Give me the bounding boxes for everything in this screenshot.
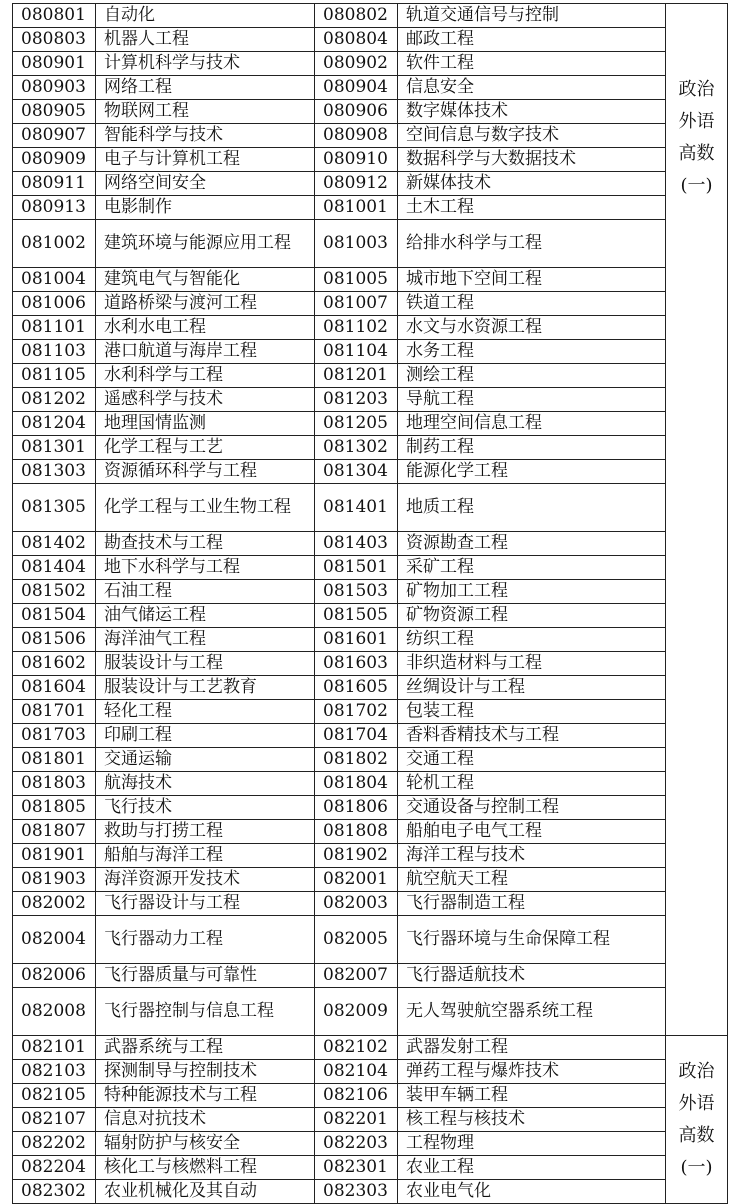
major-code: 080909 xyxy=(13,148,96,172)
major-name: 纺织工程 xyxy=(398,628,666,652)
major-name: 航海技术 xyxy=(96,772,315,796)
major-name: 飞行器设计与工程 xyxy=(96,892,315,916)
major-code: 081402 xyxy=(13,532,96,556)
major-name: 无人驾驶航空器系统工程 xyxy=(398,988,666,1036)
major-code: 081001 xyxy=(315,196,398,220)
major-code: 081004 xyxy=(13,268,96,292)
table-row xyxy=(13,1060,728,1084)
major-name: 飞行技术 xyxy=(96,796,315,820)
major-code: 081502 xyxy=(13,580,96,604)
major-code: 080904 xyxy=(315,76,398,100)
major-name: 机器人工程 xyxy=(96,28,315,52)
major-code: 081201 xyxy=(315,364,398,388)
major-code: 081202 xyxy=(13,388,96,412)
major-code: 080907 xyxy=(13,124,96,148)
table-row xyxy=(13,772,728,796)
major-code: 081102 xyxy=(315,316,398,340)
major-name: 救助与打捞工程 xyxy=(96,820,315,844)
table-row xyxy=(13,724,728,748)
major-code: 082106 xyxy=(315,1084,398,1108)
major-name: 探测制导与控制技术 xyxy=(96,1060,315,1084)
major-name: 网络工程 xyxy=(96,76,315,100)
major-code: 081501 xyxy=(315,556,398,580)
major-name: 工程物理 xyxy=(398,1132,666,1156)
table-row xyxy=(13,268,728,292)
table-row xyxy=(13,460,728,484)
major-name: 信息安全 xyxy=(398,76,666,100)
major-name: 水利水电工程 xyxy=(96,316,315,340)
table-row xyxy=(13,628,728,652)
major-code: 081304 xyxy=(315,460,398,484)
major-name: 水务工程 xyxy=(398,340,666,364)
major-code: 081703 xyxy=(13,724,96,748)
major-code: 081101 xyxy=(13,316,96,340)
major-name: 建筑环境与能源应用工程 xyxy=(96,220,315,268)
major-code: 081506 xyxy=(13,628,96,652)
major-name: 勘查技术与工程 xyxy=(96,532,315,556)
major-code: 080903 xyxy=(13,76,96,100)
major-name: 地下水科学与工程 xyxy=(96,556,315,580)
exam-subjects-cell xyxy=(666,1036,728,1204)
major-code: 080801 xyxy=(13,4,96,28)
major-name: 网络空间安全 xyxy=(96,172,315,196)
table-row xyxy=(13,844,728,868)
major-name: 智能科学与技术 xyxy=(96,124,315,148)
major-code: 081303 xyxy=(13,460,96,484)
major-name: 信息对抗技术 xyxy=(96,1108,315,1132)
major-code: 080912 xyxy=(315,172,398,196)
major-code: 081104 xyxy=(315,340,398,364)
major-name: 软件工程 xyxy=(398,52,666,76)
major-code: 082008 xyxy=(13,988,96,1036)
major-name: 空间信息与数字技术 xyxy=(398,124,666,148)
table-row xyxy=(13,868,728,892)
major-name: 轻化工程 xyxy=(96,700,315,724)
major-name: 核工程与核技术 xyxy=(398,1108,666,1132)
major-name: 新媒体技术 xyxy=(398,172,666,196)
major-code: 080901 xyxy=(13,52,96,76)
major-name: 辐射防护与核安全 xyxy=(96,1132,315,1156)
major-name: 能源化学工程 xyxy=(398,460,666,484)
major-code: 081105 xyxy=(13,364,96,388)
major-code: 081704 xyxy=(315,724,398,748)
table-row xyxy=(13,292,728,316)
exam-subjects-cell xyxy=(666,4,728,1036)
table-row xyxy=(13,1084,728,1108)
major-name: 矿物资源工程 xyxy=(398,604,666,628)
major-name: 化学工程与工业生物工程 xyxy=(96,484,315,532)
major-name: 采矿工程 xyxy=(398,556,666,580)
major-name: 地理空间信息工程 xyxy=(398,412,666,436)
major-code: 081403 xyxy=(315,532,398,556)
table-row xyxy=(13,652,728,676)
table-row xyxy=(13,172,728,196)
exam-subject: (一) xyxy=(680,175,713,196)
table-row xyxy=(13,124,728,148)
major-code: 081503 xyxy=(315,580,398,604)
major-code: 081808 xyxy=(315,820,398,844)
major-name: 邮政工程 xyxy=(398,28,666,52)
table-row xyxy=(13,412,728,436)
major-name: 海洋工程与技术 xyxy=(398,844,666,868)
table-row xyxy=(13,964,728,988)
major-name: 海洋资源开发技术 xyxy=(96,868,315,892)
major-name: 地理国情监测 xyxy=(96,412,315,436)
major-name: 武器发射工程 xyxy=(398,1036,666,1060)
major-name: 电影制作 xyxy=(96,196,315,220)
major-code: 082103 xyxy=(13,1060,96,1084)
major-name: 服装设计与工艺教育 xyxy=(96,676,315,700)
major-code: 082203 xyxy=(315,1132,398,1156)
major-name: 轨道交通信号与控制 xyxy=(398,4,666,28)
exam-subject: 政治 xyxy=(678,1060,715,1082)
major-name: 交通设备与控制工程 xyxy=(398,796,666,820)
major-name: 航空航天工程 xyxy=(398,868,666,892)
major-code: 081404 xyxy=(13,556,96,580)
table-row xyxy=(13,1108,728,1132)
exam-subject: 外语 xyxy=(678,1092,715,1114)
table-row xyxy=(13,364,728,388)
major-name: 飞行器质量与可靠性 xyxy=(96,964,315,988)
major-code: 082303 xyxy=(315,1180,398,1204)
table-row xyxy=(13,748,728,772)
major-name: 交通运输 xyxy=(96,748,315,772)
major-name: 水文与水资源工程 xyxy=(398,316,666,340)
major-code: 081605 xyxy=(315,676,398,700)
major-code: 080803 xyxy=(13,28,96,52)
major-code: 081903 xyxy=(13,868,96,892)
major-name: 飞行器制造工程 xyxy=(398,892,666,916)
major-name: 数据科学与大数据技术 xyxy=(398,148,666,172)
exam-subject: (一) xyxy=(680,1156,713,1178)
major-code: 080908 xyxy=(315,124,398,148)
table-row xyxy=(13,4,728,28)
major-code: 082201 xyxy=(315,1108,398,1132)
major-code: 081203 xyxy=(315,388,398,412)
major-name: 自动化 xyxy=(96,4,315,28)
table-row xyxy=(13,436,728,460)
major-code: 080905 xyxy=(13,100,96,124)
major-code: 082002 xyxy=(13,892,96,916)
major-code: 081902 xyxy=(315,844,398,868)
major-code: 081006 xyxy=(13,292,96,316)
table-row xyxy=(13,700,728,724)
table-row xyxy=(13,532,728,556)
table-row xyxy=(13,148,728,172)
major-code: 081005 xyxy=(315,268,398,292)
exam-subject: 政治 xyxy=(678,79,715,100)
table-row xyxy=(13,340,728,364)
major-name: 弹药工程与爆炸技术 xyxy=(398,1060,666,1084)
major-code: 081802 xyxy=(315,748,398,772)
major-code: 080910 xyxy=(315,148,398,172)
major-code: 081305 xyxy=(13,484,96,532)
major-name: 化学工程与工艺 xyxy=(96,436,315,460)
major-name: 水利科学与工程 xyxy=(96,364,315,388)
table-row xyxy=(13,1156,728,1180)
major-name: 武器系统与工程 xyxy=(96,1036,315,1060)
major-name: 油气储运工程 xyxy=(96,604,315,628)
major-code: 081702 xyxy=(315,700,398,724)
table-row xyxy=(13,820,728,844)
major-code: 082007 xyxy=(315,964,398,988)
table-row xyxy=(13,556,728,580)
table-row xyxy=(13,892,728,916)
major-code: 081204 xyxy=(13,412,96,436)
major-code: 081003 xyxy=(315,220,398,268)
table-row xyxy=(13,196,728,220)
major-code: 082101 xyxy=(13,1036,96,1060)
major-code: 081901 xyxy=(13,844,96,868)
table-row xyxy=(13,220,728,268)
major-code: 081504 xyxy=(13,604,96,628)
major-name: 石油工程 xyxy=(96,580,315,604)
major-name: 土木工程 xyxy=(398,196,666,220)
major-name: 船舶与海洋工程 xyxy=(96,844,315,868)
major-name: 资源循环科学与工程 xyxy=(96,460,315,484)
major-name: 矿物加工工程 xyxy=(398,580,666,604)
major-name: 船舶电子电气工程 xyxy=(398,820,666,844)
major-code: 080906 xyxy=(315,100,398,124)
major-code: 081701 xyxy=(13,700,96,724)
major-name: 特种能源技术与工程 xyxy=(96,1084,315,1108)
major-name: 铁道工程 xyxy=(398,292,666,316)
major-code: 081401 xyxy=(315,484,398,532)
major-code: 082105 xyxy=(13,1084,96,1108)
major-code: 081805 xyxy=(13,796,96,820)
major-code: 081007 xyxy=(315,292,398,316)
major-name: 香料香精技术与工程 xyxy=(398,724,666,748)
major-code: 081604 xyxy=(13,676,96,700)
major-name: 导航工程 xyxy=(398,388,666,412)
major-code: 080902 xyxy=(315,52,398,76)
table-row xyxy=(13,1180,728,1204)
major-name: 农业工程 xyxy=(398,1156,666,1180)
major-name: 印刷工程 xyxy=(96,724,315,748)
major-name: 丝绸设计与工程 xyxy=(398,676,666,700)
major-name: 包装工程 xyxy=(398,700,666,724)
major-name: 物联网工程 xyxy=(96,100,315,124)
major-name: 飞行器环境与生命保障工程 xyxy=(398,916,666,964)
major-name: 资源勘查工程 xyxy=(398,532,666,556)
major-name: 地质工程 xyxy=(398,484,666,532)
exam-subject: 外语 xyxy=(678,111,715,132)
table-row xyxy=(13,988,728,1036)
major-code: 081804 xyxy=(315,772,398,796)
major-code: 082102 xyxy=(315,1036,398,1060)
major-name: 飞行器动力工程 xyxy=(96,916,315,964)
major-code: 081602 xyxy=(13,652,96,676)
table-body xyxy=(13,4,728,1204)
major-name: 建筑电气与智能化 xyxy=(96,268,315,292)
major-code: 080804 xyxy=(315,28,398,52)
table-row xyxy=(13,28,728,52)
major-code: 080913 xyxy=(13,196,96,220)
major-code: 082204 xyxy=(13,1156,96,1180)
major-name: 道路桥梁与渡河工程 xyxy=(96,292,315,316)
major-name: 非织造材料与工程 xyxy=(398,652,666,676)
major-name: 城市地下空间工程 xyxy=(398,268,666,292)
major-code: 081302 xyxy=(315,436,398,460)
major-code: 081103 xyxy=(13,340,96,364)
major-name: 港口航道与海岸工程 xyxy=(96,340,315,364)
major-name: 农业电气化 xyxy=(398,1180,666,1204)
major-code: 081807 xyxy=(13,820,96,844)
major-name: 计算机科学与技术 xyxy=(96,52,315,76)
major-code: 082006 xyxy=(13,964,96,988)
major-name: 给排水科学与工程 xyxy=(398,220,666,268)
major-code: 082004 xyxy=(13,916,96,964)
major-code: 081505 xyxy=(315,604,398,628)
major-name: 飞行器适航技术 xyxy=(398,964,666,988)
major-name: 飞行器控制与信息工程 xyxy=(96,988,315,1036)
major-code: 082107 xyxy=(13,1108,96,1132)
table-row xyxy=(13,604,728,628)
major-name: 核化工与核燃料工程 xyxy=(96,1156,315,1180)
table-row xyxy=(13,316,728,340)
major-name: 交通工程 xyxy=(398,748,666,772)
exam-subject: 高数 xyxy=(678,1124,715,1146)
table-row xyxy=(13,484,728,532)
major-code: 082302 xyxy=(13,1180,96,1204)
table-row xyxy=(13,52,728,76)
table-row xyxy=(13,916,728,964)
major-code: 081603 xyxy=(315,652,398,676)
major-name: 海洋油气工程 xyxy=(96,628,315,652)
major-code: 080911 xyxy=(13,172,96,196)
table-row xyxy=(13,676,728,700)
major-code: 081301 xyxy=(13,436,96,460)
major-code: 081205 xyxy=(315,412,398,436)
major-code: 082301 xyxy=(315,1156,398,1180)
major-code: 082009 xyxy=(315,988,398,1036)
major-code: 082001 xyxy=(315,868,398,892)
major-code: 081803 xyxy=(13,772,96,796)
table-row xyxy=(13,580,728,604)
major-code: 082202 xyxy=(13,1132,96,1156)
table-row xyxy=(13,100,728,124)
major-name: 装甲车辆工程 xyxy=(398,1084,666,1108)
major-code: 081002 xyxy=(13,220,96,268)
major-code: 081801 xyxy=(13,748,96,772)
major-name: 测绘工程 xyxy=(398,364,666,388)
major-code: 081601 xyxy=(315,628,398,652)
major-exam-table xyxy=(12,3,728,1204)
table-row xyxy=(13,1132,728,1156)
table-row xyxy=(13,796,728,820)
exam-subject: 高数 xyxy=(678,143,715,164)
major-name: 电子与计算机工程 xyxy=(96,148,315,172)
table-row xyxy=(13,388,728,412)
major-name: 数字媒体技术 xyxy=(398,100,666,124)
major-code: 082005 xyxy=(315,916,398,964)
major-code: 082104 xyxy=(315,1060,398,1084)
major-name: 农业机械化及其自动 xyxy=(96,1180,315,1204)
table-row xyxy=(13,1036,728,1060)
major-code: 081806 xyxy=(315,796,398,820)
major-name: 轮机工程 xyxy=(398,772,666,796)
major-code: 082003 xyxy=(315,892,398,916)
table-row xyxy=(13,76,728,100)
major-code: 080802 xyxy=(315,4,398,28)
major-name: 制药工程 xyxy=(398,436,666,460)
major-name: 服装设计与工程 xyxy=(96,652,315,676)
major-name: 遥感科学与技术 xyxy=(96,388,315,412)
